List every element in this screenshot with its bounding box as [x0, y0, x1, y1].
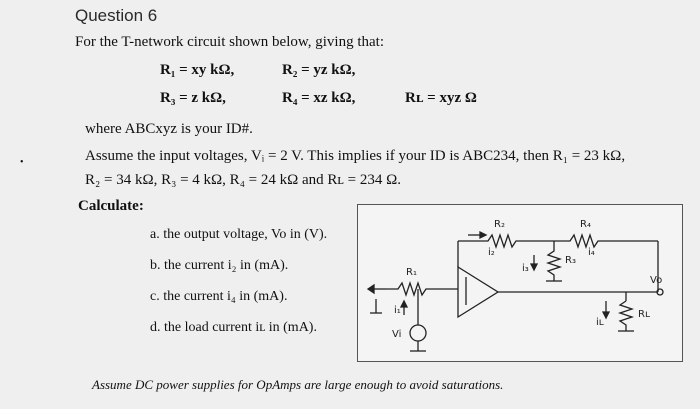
label-rl: Rʟ: [638, 309, 651, 320]
circuit-svg: [358, 205, 682, 361]
rl-resistor: [620, 301, 632, 331]
def-r1: R₁ = xy kΩ,: [160, 62, 235, 78]
item-a: a. the output voltage, Vo in (V).: [150, 227, 328, 242]
question-title: Question 6: [75, 6, 158, 25]
label-il: iʟ: [596, 317, 604, 328]
r2-resistor: [458, 235, 554, 247]
def-rl: Rʟ = xyz Ω: [405, 90, 477, 106]
assume-line-2: R₂ = 34 kΩ, R₃ = 4 kΩ, R₄ = 24 kΩ and Rʟ = 234 Ω.: [85, 172, 401, 188]
label-i4: i₄: [588, 247, 595, 258]
label-i3: i₃: [522, 263, 529, 274]
label-i1: i₁: [394, 305, 401, 316]
label-r1: R₁: [406, 267, 417, 278]
item-d: d. the load current iʟ in (mA).: [150, 320, 317, 335]
calculate-label: Calculate:: [78, 198, 144, 214]
i3-arrow-icon: [531, 264, 537, 270]
label-r3: R₃: [565, 255, 576, 266]
opamp-icon: [458, 267, 498, 317]
assume-line-1: Assume the input voltages, Vᵢ = 2 V. This implies if your ID is ABC234, then R₁ = 23 kΩ,: [85, 148, 626, 164]
vi-source-icon: [410, 325, 426, 341]
label-r2: R₂: [494, 219, 505, 230]
def-r4: R₄ = xz kΩ,: [282, 90, 356, 106]
item-c: c. the current i₄ in (mA).: [150, 289, 288, 304]
label-vi: Vi: [392, 329, 402, 340]
circuit-diagram: [357, 204, 683, 362]
item-b: b. the current i₂ in (mA).: [150, 258, 289, 273]
def-r2: R₂ = yz kΩ,: [282, 62, 356, 78]
r4-resistor: [554, 235, 658, 247]
label-i2: i₂: [488, 247, 495, 258]
label-r4: R₄: [580, 219, 591, 230]
label-vo: Vo: [650, 275, 663, 286]
def-r3: R₃ = z kΩ,: [160, 90, 226, 106]
r1-resistor: [386, 283, 458, 295]
il-arrow-icon: [603, 312, 609, 318]
intro-text: For the T-network circuit shown below, giving that:: [75, 34, 384, 50]
bullet-dot: •: [20, 157, 24, 168]
i2-arrow-icon: [480, 232, 486, 238]
input-arrow-icon: [368, 285, 374, 293]
id-note: where ABCxyz is your ID#.: [85, 121, 253, 137]
footer-note: Assume DC power supplies for OpAmps are large enough to avoid saturations.: [92, 377, 504, 392]
r3-resistor: [548, 241, 560, 281]
i1-arrow-icon: [401, 301, 407, 307]
